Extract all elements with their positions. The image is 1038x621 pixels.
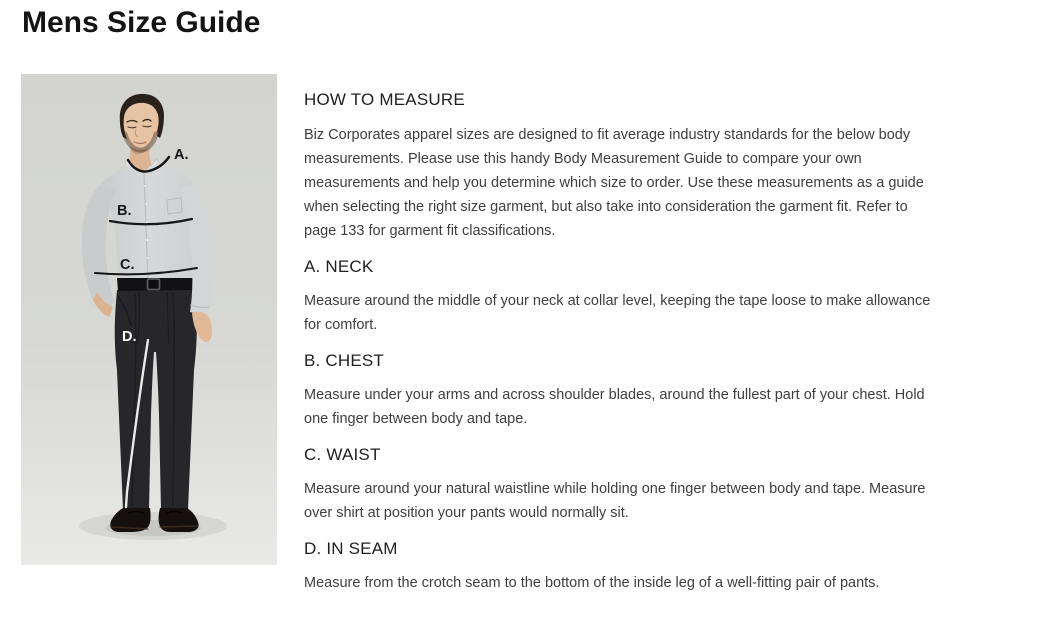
how-to-measure-section bbox=[304, 90, 940, 595]
model-photo bbox=[21, 74, 277, 565]
section-body-waist: Measure around your natural waistline while holding one finger between body and tape. Measure over shirt at position your pants would normally sit. bbox=[304, 481, 926, 521]
belt-buckle bbox=[148, 279, 160, 290]
marker-a-label: A. bbox=[174, 147, 189, 163]
section-heading-neck: A. NECK bbox=[304, 257, 374, 276]
section-body-neck: Measure around the middle of your neck at collar level, keeping the tape loose to make allowance for comfort. bbox=[304, 293, 931, 333]
marker-c-label: C. bbox=[120, 257, 135, 273]
section-body-inseam: Measure from the crotch seam to the bottom of the inside leg of a well-fitting pair of pants. bbox=[304, 575, 880, 591]
section-heading-chest: B. CHEST bbox=[304, 351, 385, 370]
section-heading-inseam: D. IN SEAM bbox=[304, 539, 398, 558]
measurement-figure bbox=[21, 74, 277, 565]
how-to-measure-heading: HOW TO MEASURE bbox=[304, 90, 465, 109]
section-body-chest: Measure under your arms and across shoulder blades, around the fullest part of your chest. Hold one finger between body and tape. bbox=[304, 387, 925, 427]
marker-b-label: B. bbox=[117, 203, 132, 219]
intro-paragraph: Biz Corporates apparel sizes are designed to fit average industry standards for the below body measurements. Please use this handy Body Measurement Guide to compare your own measurements and help you determine which size to order. Use these measurements as a guide when selecting the right size garment, but also take into consideration the garment fit. Refer to page 133 for garment fit classifications. bbox=[304, 127, 924, 239]
marker-d-label: D. bbox=[122, 329, 137, 345]
section-heading-waist: C. WAIST bbox=[304, 445, 381, 464]
page-title: Mens Size Guide bbox=[22, 6, 261, 39]
